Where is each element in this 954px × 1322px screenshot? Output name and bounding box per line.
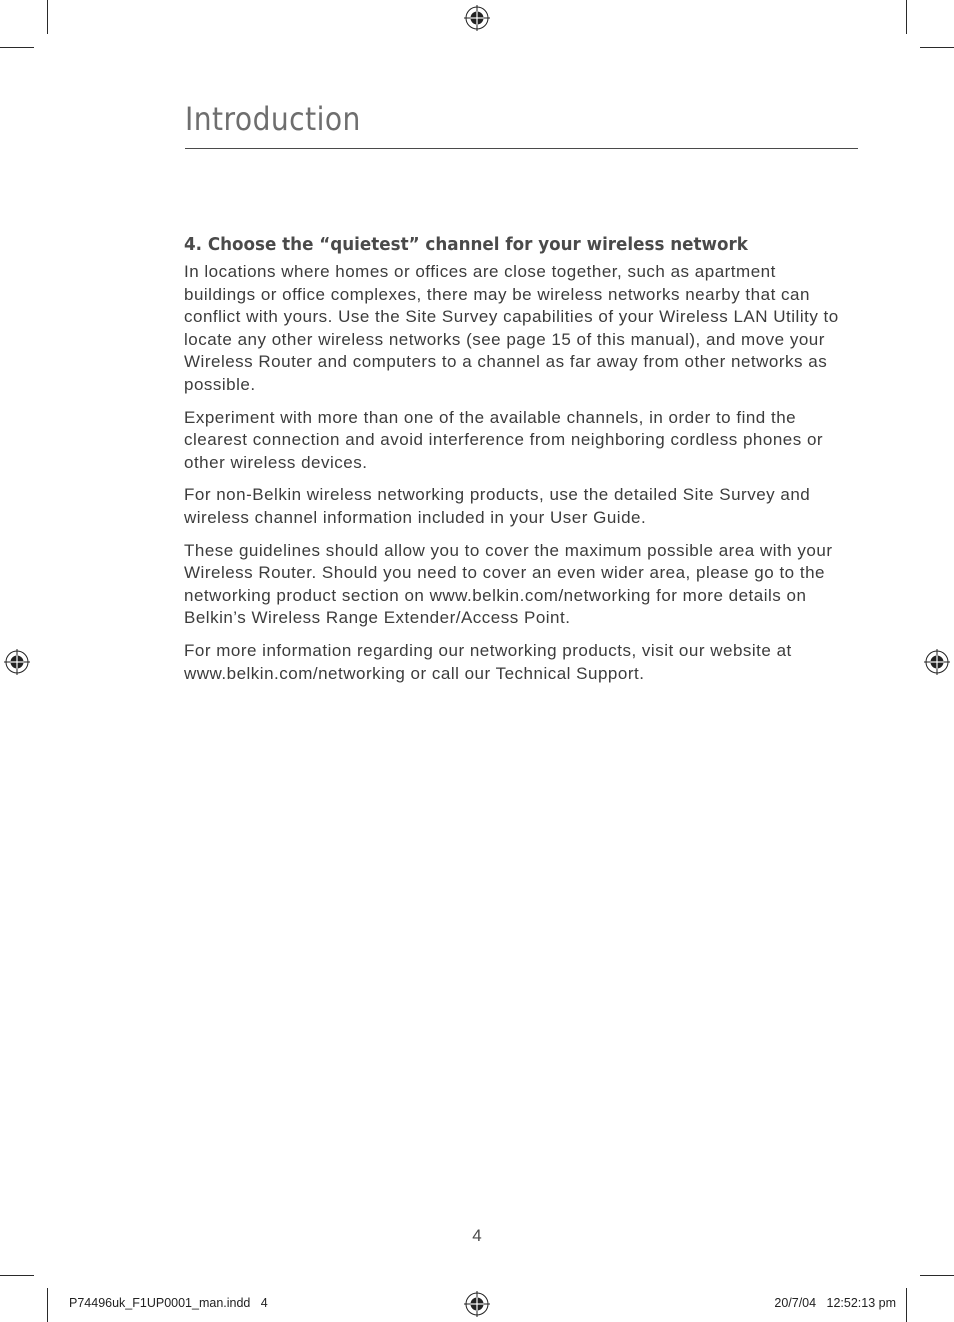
registration-mark-icon [464,5,490,31]
registration-mark-icon [924,649,950,675]
slug-filename: P74496uk_F1UP0001_man.indd 4 [69,1296,268,1310]
section-heading: 4. Choose the “quietest” channel for your wireless network [184,234,748,255]
crop-mark [47,0,48,34]
registration-mark-icon [464,1291,490,1317]
crop-mark [47,1288,48,1322]
paragraph: Experiment with more than one of the available channels, in order to find the clearest connection and avoid interference from neighboring cordless phones or other wireless devices. [184,407,824,472]
paragraph: For more information regarding our networking products, visit our website at www.belkin.com/networking or call our Technical Support. [184,640,792,683]
crop-mark [0,1275,34,1276]
page-title: Introduction [185,100,361,138]
crop-mark [920,47,954,48]
page-number: 4 [472,1226,482,1245]
title-divider [185,148,858,149]
main-content [184,234,839,695]
crop-mark [906,1288,907,1322]
crop-mark [906,0,907,34]
crop-mark [0,47,34,48]
slug-timestamp: 20/7/04 12:52:13 pm [774,1296,896,1310]
crop-mark [920,1275,954,1276]
paragraph: For non-Belkin wireless networking products, use the detailed Site Survey and wireless channel information included in your User Guide. [184,485,811,527]
paragraph: In locations where homes or offices are close together, such as apartment buildings or office complexes, there may be wireless networks nearby that can conflict with yours. Use the Site Survey capabilities of your Wireless LAN Utility to locate any other wireless networks (see page 15 of this manual), and move your Wireless Router and computers to a channel as far away from other networks as possible. [184,262,839,394]
registration-mark-icon [4,649,30,675]
paragraph: These guidelines should allow you to cover the maximum possible area with your Wireless Router. Should you need to cover an even wider area, please go to the networking product section on www.belkin.com/networking for more details on Belkin’s Wireless Range Extender/Access Point. [184,540,833,628]
